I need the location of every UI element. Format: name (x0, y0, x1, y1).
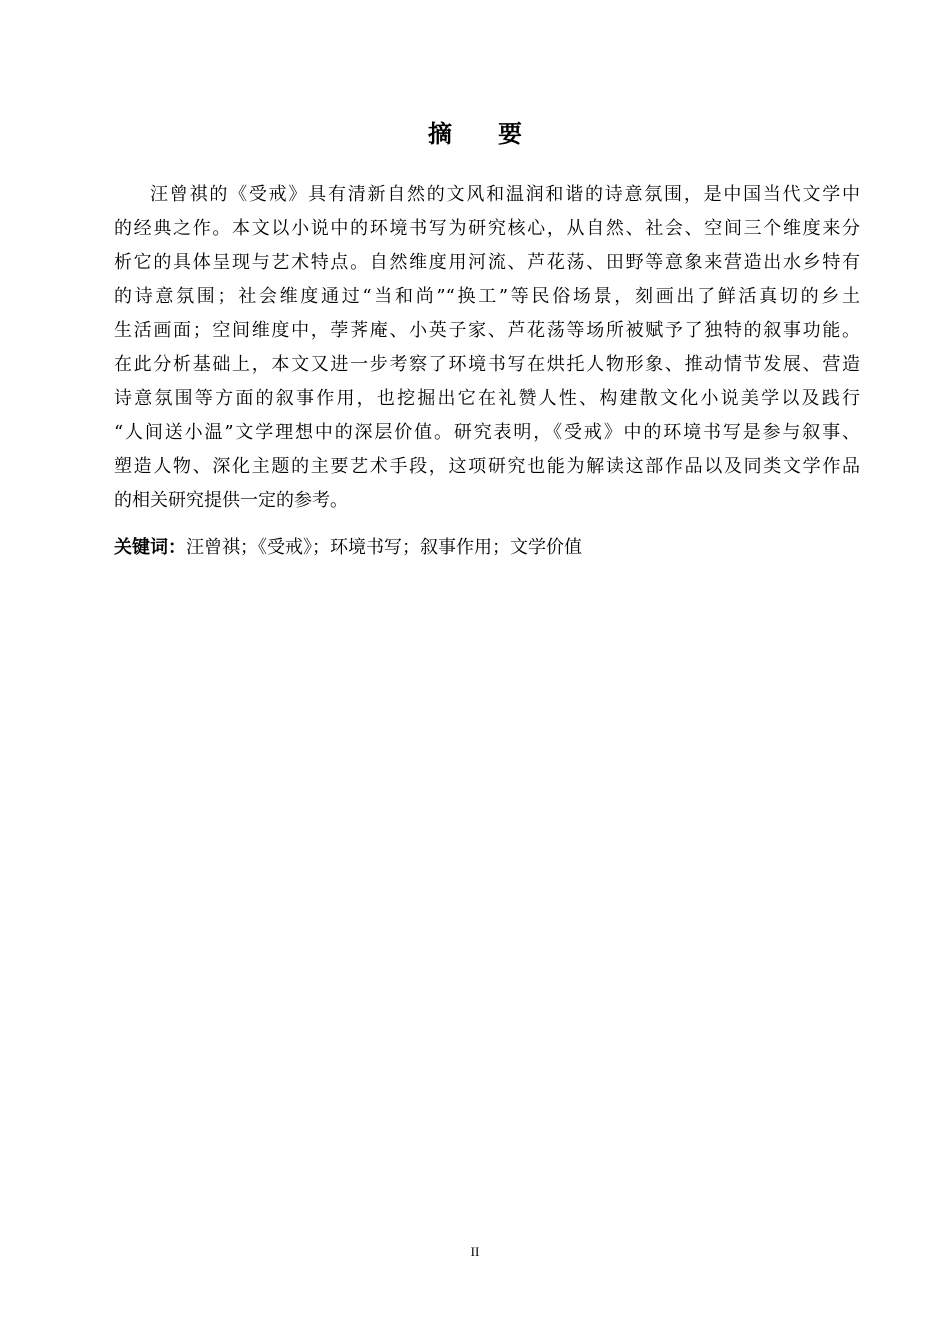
keywords-label: 关键词： (114, 537, 186, 558)
keywords-text: 汪曾祺；《受戒》；环境书写；叙事作用；文学价值 (186, 537, 582, 558)
abstract-title (0, 114, 950, 149)
keywords-line (114, 531, 860, 565)
abstract-line: 的诗意氛围；社会维度通过“当和尚”“换工”等民俗场景，刻画出了鲜活真切的乡土 (114, 286, 860, 307)
abstract-title-char-2: 要 (498, 120, 522, 148)
abstract-line: 塑造人物、深化主题的主要艺术手段，这项研究也能为解读这部作品以及同类文学作品 (114, 456, 860, 477)
abstract-body (114, 178, 860, 518)
abstract-line: 在此分析基础上，本文又进一步考察了环境书写在烘托人物形象、推动情节发展、营造 (114, 354, 860, 375)
abstract-line: 诗意氛围等方面的叙事作用，也挖掘出它在礼赞人性、构建散文化小说美学以及践行 (114, 388, 860, 409)
abstract-line: 的经典之作。本文以小说中的环境书写为研究核心，从自然、社会、空间三个维度来分 (114, 218, 860, 239)
abstract-line: 生活画面；空间维度中，荸荠庵、小英子家、芦花荡等场所被赋予了独特的叙事功能。 (114, 320, 860, 341)
abstract-line: 汪曾祺的《受戒》具有清新自然的文风和温润和谐的诗意氛围，是中国当代文学中 (150, 184, 860, 205)
page-number: II (470, 1244, 480, 1259)
abstract-line: 析它的具体呈现与艺术特点。自然维度用河流、芦花荡、田野等意象来营造出水乡特有 (114, 252, 860, 273)
abstract-title-char-1: 摘 (428, 120, 452, 148)
abstract-line: 的相关研究提供一定的参考。 (114, 490, 348, 511)
abstract-line: “人间送小温”文学理想中的深层价值。研究表明，《受戒》中的环境书写是参与叙事、 (114, 422, 860, 443)
